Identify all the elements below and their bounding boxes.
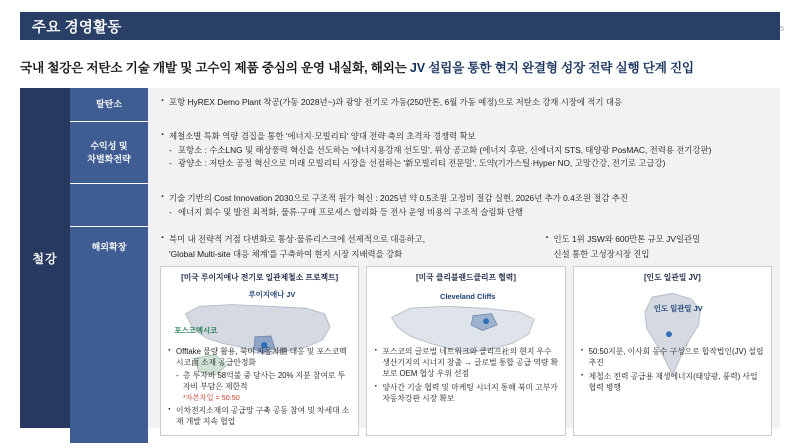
- overseas-summary: [160, 233, 772, 259]
- panel-body: [373, 346, 558, 406]
- header-bar: [20, 12, 780, 40]
- map-label-cleveland-cliffs: Cleveland Cliffs: [440, 292, 496, 302]
- overseas-panels: [160, 266, 772, 437]
- bullet: · 50:50지분, 이사회 동수 구성으로 합작법인(JV) 설립 추진: [580, 346, 765, 368]
- overseas-summary-left: [160, 233, 537, 259]
- map-label-posco-mexico: 포스코멕시코: [174, 325, 218, 335]
- panel-note: *자본차입 = 50:50: [183, 393, 240, 402]
- row-profitability: [70, 122, 780, 184]
- row-body-profitability: [148, 122, 780, 184]
- bullet: · 제철소별 특화 역량 겸집을 통한 '에너지·모빌리티' 양대 전략 축의 초격차 경쟁력 확보: [160, 130, 770, 142]
- page-number: 5: [780, 26, 784, 33]
- headline-highlight: JV 설립을 통한 현지 완결형 성장 전략 실행 단계 진입: [409, 61, 694, 75]
- bullet: · 기술 기반의 Cost Innovation 2030으로 구조적 원가 혁신 : 2025년 약 0.5조원 고정비 절감 실현, 2026년 추가 0.4조원 절감 추진: [160, 192, 770, 204]
- sub-bullet: - 총 투자비 58억불 중 당사는 20% 지분 참여로 투자비 부담은 제한적: [167, 370, 352, 392]
- bullet: · Offtake 물량 활용, 북미 자동차體 대응 및 포스코멕시코面 소재 공급안정화: [167, 346, 352, 368]
- panel-india-jv: [573, 266, 772, 437]
- content-frame: [20, 88, 780, 428]
- section-label-steel: 철강: [20, 88, 70, 428]
- overseas-summary-right: [537, 233, 772, 259]
- bullet: · 포항 HyREX Demo Plant 착공(가동 2028년~)과 광양 전기로 가동(250만톤, 6월 가동 예정)으로 저탄소 강재 시장에 적기 대응: [160, 96, 770, 108]
- row-cost-innovation: [70, 184, 780, 227]
- bullet: · 포스코의 글로벌 네트워크와 클리프社의 현지 우수 생산기지의 시너지 창출 → 글로벌 통합 공급 역량 확보로 OEM 협상 우위 선점: [373, 346, 558, 379]
- map-label-louisiana-jv: 루이지애나 JV: [248, 290, 296, 300]
- bullet: · 북미 내 전략적 거점 다변화로 통상·물류리스크에 선제적으로 대응하고,: [160, 233, 529, 245]
- panel-body: [167, 346, 352, 430]
- row-body-cost-innovation: [148, 184, 780, 227]
- map-india: [580, 286, 765, 342]
- panel-title: [인도 일관밀 JV]: [643, 272, 701, 282]
- panel-cleveland-cliffs: [366, 266, 565, 437]
- map-usa-louisiana: [167, 286, 352, 342]
- sub-bullet: - 광양소 : 저탄소 공정 혁신으로 미래 모빌리티 시장을 선점하는 '新모빌리티 전문밀', 도약(기가스틸·Hyper NO, 고망간강, 전기로 고급강): [160, 157, 770, 169]
- panel-title: [미국 루이지애나 전기로 일관제철소 프로젝트]: [181, 272, 339, 282]
- headline-part1: 국내 철강은 저탄소 기술 개발 및 고수익 제품 중심의 운영 내실화, 해외는: [20, 61, 410, 75]
- row-category-decarbonization: 탈탄소: [70, 88, 148, 122]
- headline: [20, 57, 784, 76]
- sub-bullet: - 포항소 : 수소LNG 및 해상풍력 혁신을 선도하는 '에너지용강재 선도밀', 위상 공고화 (에너지 후판, 신에너지 STS, 태양광 PosMAC, 전력용 전기강판): [160, 144, 770, 156]
- row-category-profitability: 수익성 및 차별화전략: [70, 122, 148, 184]
- row-body-decarbonization: [148, 88, 780, 122]
- bullet: · 제철소 전력 공급용 재생에너지(태양광, 풍력) 사업 협력 병행: [580, 371, 765, 393]
- row-overseas-expansion: [70, 227, 780, 444]
- content-rows: [70, 88, 780, 428]
- sub-bullet: - 에너지 회수 및 발전 최적화, 물류·구매 프로세스 합리화 등 전사 운영 비용의 구조적 슬림화 단행: [160, 206, 770, 218]
- bullet: · 양사간 기술 협력 및 마케팅 시너지 통해 북미 고부가 자동차강판 시장 확보: [373, 382, 558, 404]
- page-title: 주요 경영활동: [32, 19, 122, 36]
- row-category-empty: [70, 184, 148, 227]
- panel-louisiana: [160, 266, 359, 437]
- overseas-content: [148, 227, 780, 444]
- bullet: · 이차전지소재의 공급망 구축 공동 참여 및 차세대 소재 개발 지속 협업: [167, 405, 352, 427]
- bullet: · 인도 1위 JSW와 600만톤 규모 JV일관밀: [545, 233, 772, 245]
- bullet-continuation: 'Global Multi-site 대응 체계'를 구축하여 현지 시장 지배력을 강화: [169, 248, 403, 259]
- row-decarbonization: [70, 88, 780, 122]
- map-usa-cleveland: [373, 286, 558, 342]
- row-category-overseas: 해외확장: [70, 227, 148, 444]
- panel-title: [미국 클리블랜드클리프 협력]: [416, 272, 516, 282]
- panel-body: [580, 346, 765, 395]
- bullet-continuation: 신설 통한 고성장시장 진입: [553, 248, 650, 259]
- map-label-india-jv: 인도 일관밀 JV: [653, 303, 703, 313]
